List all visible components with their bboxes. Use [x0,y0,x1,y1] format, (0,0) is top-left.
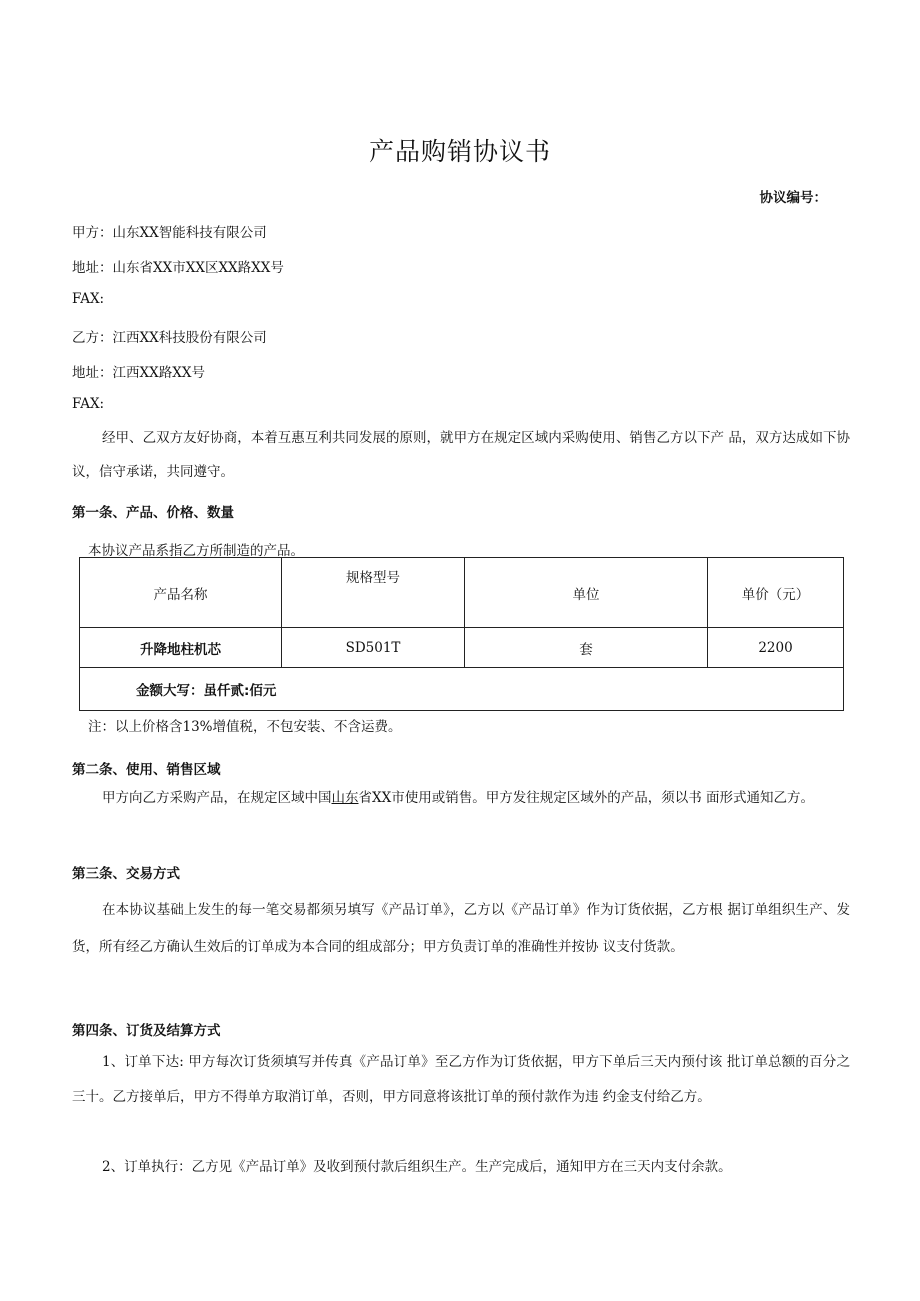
party-b-fax: FAX: [72,396,105,412]
header-unit-price: 单价（元） [708,558,844,628]
intro-paragraph: 经甲、乙双方友好协商，本着互惠互利共同发展的原则，就甲方在规定区域内采购使用、销售乙方以下产 品，双方达成如下协议，信守承诺，共同遵守。 [72,430,850,480]
document-title: 产品购销协议书 [368,137,551,166]
article-1-lead: 本协议产品系指乙方所制造的产品。 [88,543,304,559]
article-4-item-1: 1、订单下达: 甲方每次订货须填写并传真《产品订单》至乙方作为订货依据，甲方下单后三天内预付该 批订单总额的百分之三十。乙方接单后，甲方不得单方取消订单，否则，甲方同意将该批订单的预付款作为违 约金支付给乙方。 [72,1054,850,1105]
party-a-fax: FAX: [72,291,105,307]
party-a-name: 甲方：山东XX智能科技有限公司 [72,225,267,241]
article-1-heading: 第一条、产品、价格、数量 [72,505,234,521]
article-2-text-before: 甲方向乙方采购产品，在规定区域中国 [102,790,332,806]
price-note: 注：以上价格含13%增值税，不包安装、不含运费。 [88,719,402,735]
header-product-name: 产品名称 [80,558,282,628]
article-3-paragraph: 在本协议基础上发生的每一笔交易都须另填写《产品订单》，乙方以《产品订单》作为订货依据，乙方根 据订单组织生产、发货，所有经乙方确认生效后的订单成为本合同的组成部分；甲方负责订单的准确性并按协 议支付货款。 [72,902,850,955]
article-2-text-after: 省XX市使用或销售。甲方发往规定区域外的产品，须以书 面形式通知乙方。 [358,790,815,806]
article-2-underlined-region: 山东 [331,790,359,806]
cell-price: 2200 [708,628,844,668]
party-a-address: 地址：山东省XX市XX区XX路XX号 [72,260,284,276]
total-amount-words: 金额大写：虽仟贰:佰元 [80,668,844,711]
table-row [80,628,844,668]
header-unit: 单位 [465,558,708,628]
table-total-row [80,668,844,711]
cell-model: SD501T [282,628,465,668]
article-2-paragraph [72,781,850,815]
header-model: 规格型号 [282,558,465,628]
cell-product-name: 升降地柱机芯 [80,628,282,668]
cell-unit: 套 [465,628,708,668]
article-3-heading: 第三条、交易方式 [72,866,180,882]
party-b-name: 乙方：江西XX科技股份有限公司 [72,330,267,346]
party-b-address: 地址：江西XX路XX号 [72,365,205,381]
article-2-heading: 第二条、使用、销售区域 [72,762,221,778]
table-header-row [80,558,844,628]
article-4-heading: 第四条、订货及结算方式 [72,1023,221,1039]
agreement-number-label: 协议编号： [759,190,827,206]
article-4-item-2: 2、订单执行：乙方见《产品订单》及收到预付款后组织生产。生产完成后，通知甲方在三天内支付余款。 [102,1159,732,1175]
product-table [79,557,844,711]
